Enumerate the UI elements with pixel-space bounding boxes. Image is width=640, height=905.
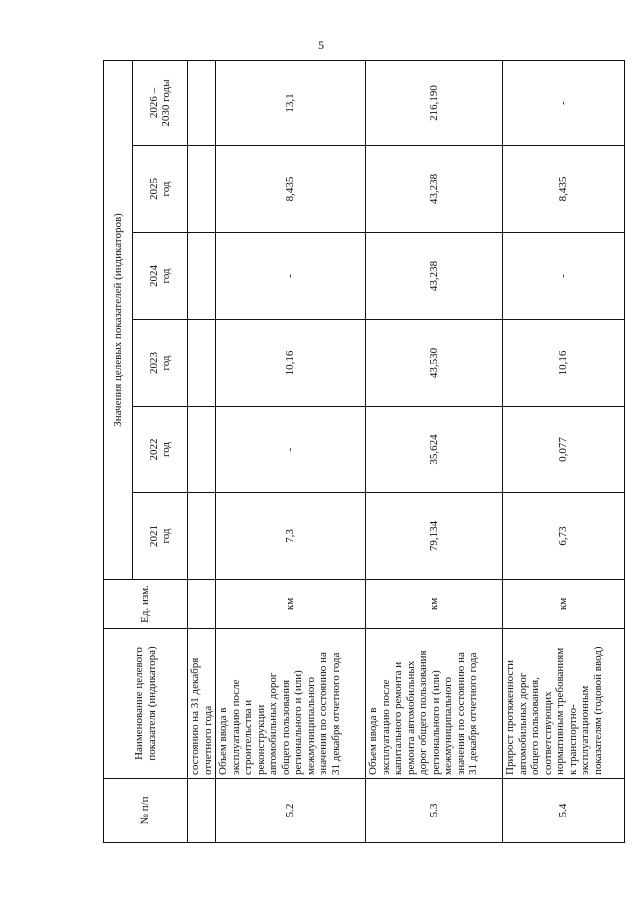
- indicator-name-line: 31 декабря отчетного года: [329, 652, 342, 775]
- header-year-line: 2023: [147, 352, 160, 374]
- header-year-2024: [133, 233, 188, 320]
- indicator-name-line: отчетного года: [201, 705, 214, 775]
- value-2024: 43,238: [366, 233, 503, 320]
- value-2026-2030: -: [503, 60, 625, 145]
- row-number: [188, 779, 216, 843]
- indicator-name-line: Объем ввода в: [367, 707, 379, 775]
- value-2021: 6,73: [503, 493, 625, 580]
- header-values-group: Значения целевых показателей (индикаторов): [104, 60, 133, 579]
- indicator-name-line: общего пользования: [279, 679, 292, 775]
- value-2026-2030: 13,1: [216, 60, 366, 145]
- value-2022: 35,624: [366, 407, 503, 493]
- unit-cell: км: [366, 580, 503, 629]
- header-year-line: год: [160, 441, 172, 458]
- value-2021: 79,134: [366, 493, 503, 580]
- value-2023: [188, 320, 216, 407]
- table-row: [366, 60, 503, 842]
- value-2022: 0,077: [503, 407, 625, 493]
- header-year-line: 2026 –: [147, 87, 160, 119]
- header-unit: Ед. изм.: [104, 580, 188, 629]
- indicator-name-line: общего пользования,: [529, 677, 541, 775]
- indicator-name-line: соответствующих: [541, 691, 554, 775]
- value-2021: [188, 493, 216, 580]
- indicators-table: [103, 60, 625, 843]
- value-2025: [188, 146, 216, 233]
- rotated-table-container: [103, 61, 624, 843]
- indicator-name-line: межмуниципального: [442, 677, 454, 775]
- indicator-name-line: капитального ремонта и: [392, 661, 404, 775]
- indicator-name-line: нормативным требованиям: [554, 647, 566, 775]
- indicator-name-line: Объем ввода в: [217, 707, 229, 775]
- unit-cell: км: [216, 580, 366, 629]
- indicator-name-line: ремонта автомобильных: [404, 660, 417, 775]
- indicator-name-line: значения по состоянию на: [454, 652, 467, 775]
- value-2024: -: [216, 233, 366, 320]
- value-2021: 7,3: [216, 493, 366, 580]
- value-2024: -: [503, 233, 625, 320]
- indicator-name: [216, 629, 366, 779]
- header-year-line: год: [160, 181, 172, 197]
- value-2026-2030: 216,190: [366, 60, 503, 145]
- value-2024: [188, 233, 216, 320]
- header-year-2023: [133, 320, 188, 407]
- indicator-name: [366, 629, 503, 779]
- indicator-name-line: состоянию на 31 декабря: [189, 657, 201, 775]
- indicator-name-line: строительства и: [242, 699, 254, 775]
- indicator-name-line: эксплуатационным: [579, 685, 591, 775]
- indicator-name-line: дорог общего пользования: [417, 650, 429, 775]
- value-2026-2030: [188, 60, 216, 145]
- row-number: 5.4: [503, 779, 625, 843]
- indicator-name: [188, 629, 216, 779]
- header-year-line: 2024: [147, 265, 160, 287]
- table-row: [216, 60, 366, 842]
- header-year-2022: [133, 407, 188, 493]
- header-year-line: 2021: [147, 525, 160, 547]
- header-year-line: 2025: [147, 178, 160, 200]
- header-row-group: [104, 60, 133, 842]
- row-number: 5.2: [216, 779, 366, 843]
- value-2023: 10,16: [216, 320, 366, 407]
- header-year-line: 2022: [147, 438, 160, 461]
- indicator-name-line: межмуниципального: [304, 677, 317, 775]
- header-year-line: год: [160, 268, 172, 284]
- indicator-name-line: автомобильных дорог: [267, 672, 279, 775]
- header-year-2025: [133, 146, 188, 233]
- header-year-line: год: [160, 528, 172, 544]
- indicator-name-line: к транспортно-: [566, 704, 579, 775]
- value-2023: 43,530: [366, 320, 503, 407]
- indicator-name-line: Прирост протяженности: [504, 660, 516, 775]
- row-number: 5.3: [366, 779, 503, 843]
- header-no: № п/п: [104, 779, 188, 843]
- header-year-2026-2030: [133, 60, 188, 145]
- unit-cell: [188, 580, 216, 629]
- indicator-name-line: показателям (годовой ввод): [591, 646, 604, 775]
- table-row: [188, 60, 216, 842]
- indicator-name-line: реконструкции: [254, 704, 267, 775]
- indicator-name-line: эксплуатацию после: [379, 679, 392, 775]
- value-2025: 8,435: [216, 146, 366, 233]
- indicator-name-line: значения по состоянию на: [317, 652, 329, 775]
- indicator-name-line: регионального и (или): [292, 670, 304, 775]
- indicator-name-line: эксплуатацию после: [229, 679, 242, 775]
- header-year-line: год: [160, 355, 172, 371]
- header-year-2021: [133, 493, 188, 580]
- header-name: Наименование целевого показателя (индикатора): [104, 629, 188, 779]
- indicator-name-line: 31 декабря отчетного года: [467, 652, 479, 775]
- value-2025: 8,435: [503, 146, 625, 233]
- indicator-name: [503, 629, 625, 779]
- value-2022: [188, 407, 216, 493]
- value-2023: 10,16: [503, 320, 625, 407]
- header-year-line: 2030 годы: [160, 79, 172, 127]
- value-2022: -: [216, 407, 366, 493]
- indicator-name-line: регионального и (или): [429, 670, 442, 775]
- indicator-name-line: автомобильных дорог: [516, 672, 529, 775]
- value-2025: 43,238: [366, 146, 503, 233]
- unit-cell: км: [503, 580, 625, 629]
- table-row: [503, 60, 625, 842]
- page-number: 5: [318, 38, 324, 52]
